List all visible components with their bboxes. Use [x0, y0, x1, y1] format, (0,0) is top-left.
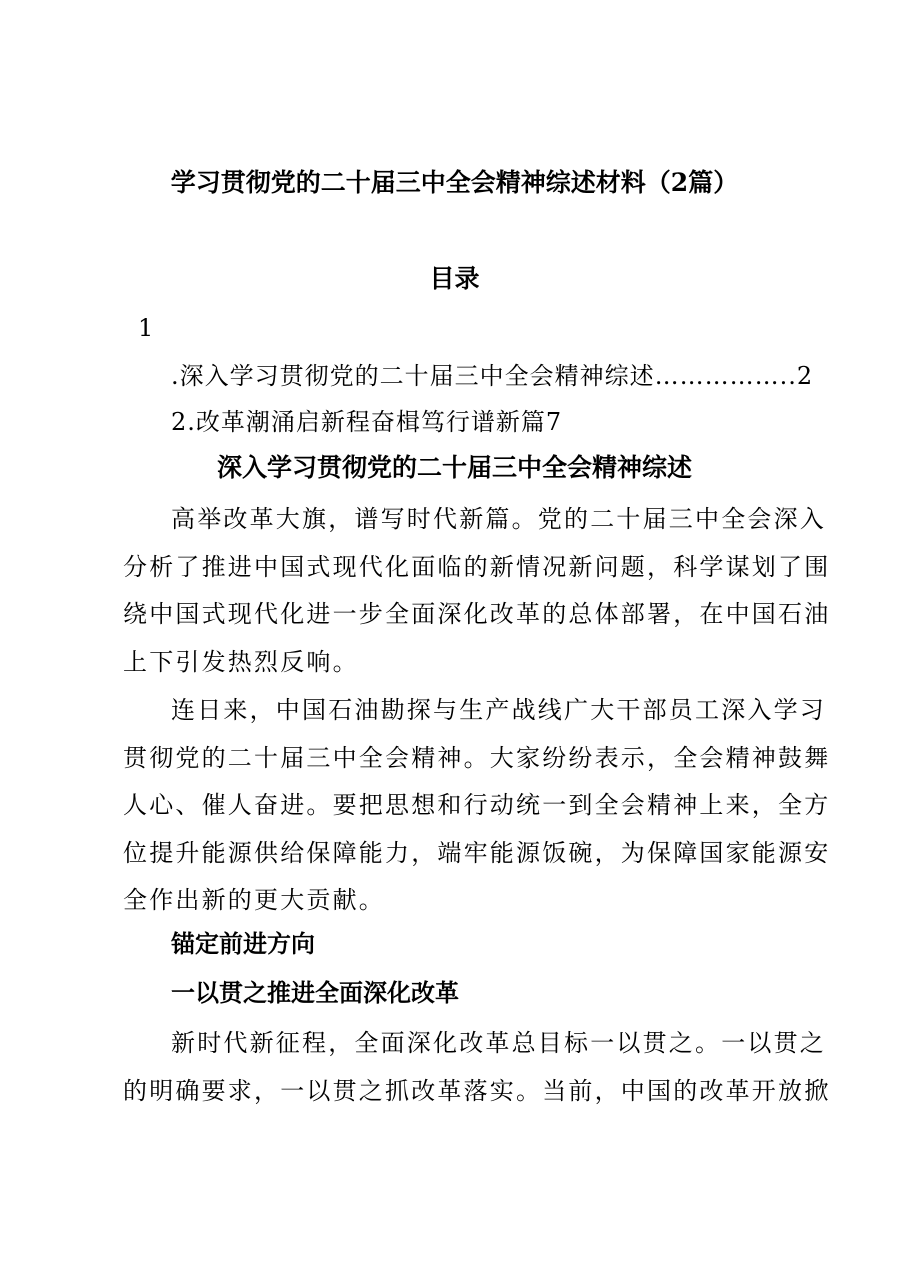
subheading-2: 一以贯之推进全面深化改革	[171, 979, 459, 1007]
paragraph-line: 的明确要求，一以贯之抓改革落实。当前，中国的改革开放掀	[123, 1076, 831, 1105]
paragraph-line: 全作出新的更大贡献。	[123, 886, 385, 915]
toc-heading: 目录	[429, 264, 480, 293]
paragraph-line: 贯彻党的二十届三中全会精神。大家纷纷表示，全会精神鼓舞	[123, 743, 831, 772]
toc-item-number: 1	[138, 314, 154, 342]
paragraph-line: 上下引发热烈反响。	[123, 647, 359, 676]
toc-item-2[interactable]: 2.改革潮涌启新程奋楫笃行谱新篇7	[171, 408, 563, 436]
document-title: 学习贯彻党的二十届三中全会精神综述材料（2篇）	[170, 168, 739, 197]
paragraph-line: 位提升能源供给保障能力，端牢能源饭碗，为保障国家能源安	[123, 838, 831, 867]
subheading-1: 锚定前进方向	[171, 930, 315, 958]
paragraph-3	[123, 1020, 831, 1115]
paragraph-2	[123, 687, 831, 925]
section-title: 深入学习贯彻党的二十届三中全会精神综述	[216, 453, 692, 482]
paragraph-line: 高举改革大旗，谱写时代新篇。党的二十届三中全会深入	[171, 505, 826, 533]
paragraph-line: 新时代新征程，全面深化改革总目标一以贯之。一以贯之	[171, 1029, 826, 1057]
paragraph-line: 分析了推进中国式现代化面临的新情况新问题，科学谋划了围	[123, 552, 831, 581]
paragraph-1	[123, 496, 831, 686]
toc-item-1[interactable]: .深入学习贯彻党的二十届三中全会精神综述……………..2	[171, 362, 814, 390]
paragraph-line: 连日来，中国石油勘探与生产战线广大干部员工深入学习	[171, 696, 826, 724]
paragraph-line: 绕中国式现代化进一步全面深化改革的总体部署，在中国石油	[123, 600, 831, 629]
paragraph-line: 人心、催人奋进。要把思想和行动统一到全会精神上来，全方	[123, 791, 831, 820]
